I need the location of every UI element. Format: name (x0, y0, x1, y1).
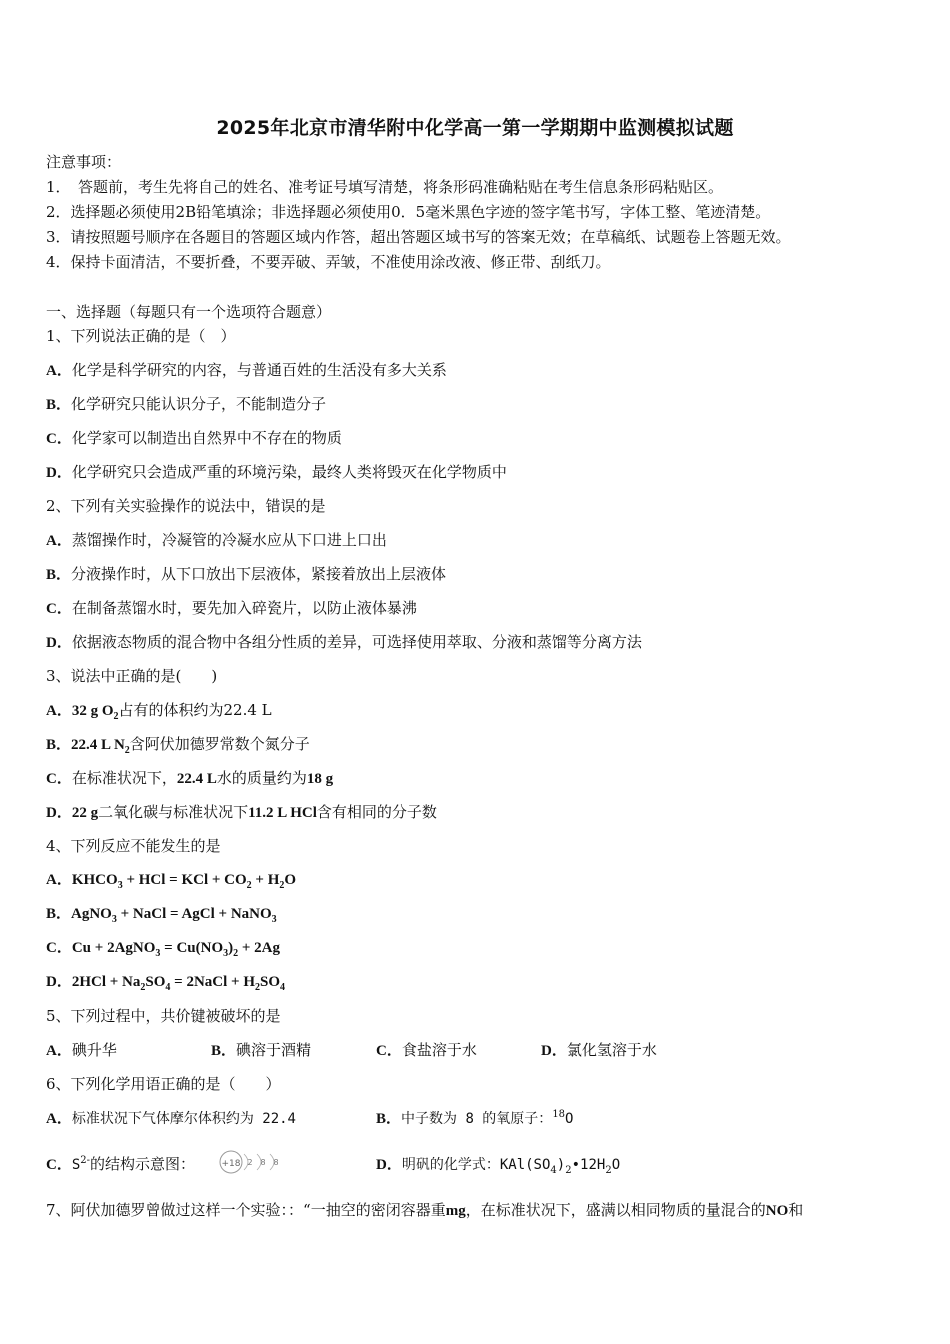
question-2-option-a (46, 530, 387, 551)
subscript: 2 (140, 982, 146, 993)
option-text: 化学家可以制造出自然界中不存在的物质 (71, 429, 342, 447)
section-heading: 一、选择题（每题只有一个选项符合题意） (46, 303, 332, 321)
subscript: 2 (605, 1165, 612, 1176)
formula-part: 11.2 L HCl (248, 805, 317, 821)
option-label: C． (46, 1157, 72, 1173)
option-text: 氯化氢溶于水 (566, 1041, 657, 1059)
question-4-option-c (46, 938, 280, 958)
option-label: A． (46, 872, 72, 888)
question-2-option-c (46, 598, 417, 619)
option-text: 含有相同的分子数 (316, 803, 437, 821)
option-text: 在标准状况下， (71, 769, 177, 787)
formula-part: 2HCl + Na (71, 974, 141, 990)
question-5-option-b (211, 1040, 311, 1061)
question-4-stem: 4、下列反应不能发生的是 (46, 837, 221, 855)
formula-part: 18 g (306, 771, 334, 787)
notice-item-4: 4．保持卡面清洁，不要折叠，不要弄破、弄皱，不准使用涂改液、修正带、刮纸刀。 (46, 253, 611, 271)
option-text: 在制备蒸馏水时，要先加入碎瓷片，以防止液体暴沸 (71, 599, 417, 617)
shell-electrons: 8 (273, 1158, 279, 1167)
question-6-option-c (46, 1154, 195, 1175)
option-label: A． (46, 533, 72, 549)
option-text: 碘升华 (71, 1041, 117, 1059)
formula-part: ) (556, 1157, 566, 1173)
formula-part: ) (228, 940, 234, 956)
atom-structure-diagram (218, 1148, 284, 1176)
option-label: C． (46, 771, 72, 787)
subscript: 2 (246, 880, 252, 891)
formula-part: NO (765, 1203, 789, 1219)
option-label: A． (46, 1111, 72, 1127)
option-text: 水的质量约为 (216, 769, 307, 787)
question-5-stem: 5、下列过程中，共价键被破坏的是 (46, 1007, 281, 1025)
formula-part: Cu + 2AgNO (71, 940, 156, 956)
formula-part: mg (445, 1203, 466, 1219)
question-4-option-d (46, 972, 285, 992)
option-text: 化学研究只会造成严重的环境污染，最终人类将毁灭在化学物质中 (71, 463, 507, 481)
shell-electrons: 2 (247, 1158, 253, 1167)
formula-part: SO (145, 974, 166, 990)
formula-part: SO (260, 974, 281, 990)
option-label: B． (46, 397, 72, 413)
option-text: 标准状况下气体摩尔体积约为 22.4 (71, 1111, 296, 1127)
question-6-option-a (46, 1108, 296, 1129)
subscript: 3 (271, 914, 277, 925)
element-symbol: O (565, 1111, 574, 1127)
nucleus-charge: +18 (221, 1159, 241, 1169)
question-2-stem: 2、下列有关实验操作的说法中，错误的是 (46, 497, 326, 515)
formula-part: = 2NaCl + H (170, 974, 256, 990)
subscript: 4 (165, 982, 171, 993)
question-6-option-d (376, 1154, 620, 1175)
question-3-option-c (46, 768, 333, 789)
subscript: 3 (111, 914, 117, 925)
question-3-option-d (46, 802, 437, 823)
stem-text: 7、阿伏加德罗曾做过这样一个实验：：“一抽空的密闭容器重 (46, 1201, 446, 1219)
question-1-option-b (46, 394, 326, 415)
option-label: C． (46, 431, 72, 447)
formula-part: 明矾的化学式：KAl(SO (401, 1157, 551, 1173)
subscript: 2 (565, 1165, 572, 1176)
option-label: C． (46, 940, 72, 956)
formula-part: 22.4 L N (71, 737, 125, 753)
option-text: 分液操作时，从下口放出下层液体，紧接着放出上层液体 (71, 565, 447, 583)
formula-part: = Cu(NO (160, 940, 224, 956)
formula-part: + NaCl = AgCl + NaNO (116, 906, 272, 922)
option-label: A． (46, 1043, 72, 1059)
option-label: A． (46, 363, 72, 379)
question-2-option-b (46, 564, 446, 585)
option-text: 中子数为 8 的氧原子： (401, 1111, 553, 1127)
question-2-option-d (46, 632, 642, 653)
subscript: 3 (223, 948, 229, 959)
subscript: 2 (279, 880, 285, 891)
option-text: 占有的体积约为22.4 L (118, 701, 272, 719)
notice-item-1: 1． 答题前，考生先将自己的姓名、准考证号填写清楚，将条形码准确粘贴在考生信息条形码粘贴区。 (46, 178, 724, 196)
question-3-stem: 3、说法中正确的是( ) (46, 667, 218, 685)
formula-part: O (611, 1157, 621, 1173)
formula-part: 22.4 L (176, 771, 217, 787)
formula-part: + HCl = KCl + CO (122, 872, 247, 888)
question-5-option-a (46, 1040, 117, 1061)
option-label: A． (46, 703, 72, 719)
option-label: D． (376, 1157, 402, 1173)
question-3-option-a (46, 700, 272, 721)
stem-text: ，在标准状况下，盛满以相同物质的量混合的 (465, 1201, 766, 1219)
question-1-option-a (46, 360, 447, 381)
notice-heading: 注意事项： (46, 153, 122, 171)
mass-number: 18 (552, 1109, 566, 1120)
option-label: B． (211, 1043, 237, 1059)
question-4-option-b (46, 904, 277, 924)
page-title: 2025年北京市清华附中化学高一第一学期期中监测模拟试题 (216, 117, 734, 139)
option-label: D． (46, 635, 72, 651)
option-label: B． (46, 567, 72, 583)
question-1-option-c (46, 428, 342, 449)
formula-part: 32 g O (71, 703, 114, 719)
formula-part: •12H (571, 1157, 606, 1173)
question-6-stem: 6、下列化学用语正确的是（ ） (46, 1075, 281, 1093)
option-label: D． (46, 805, 72, 821)
ion-charge: 2- (80, 1155, 91, 1166)
stem-text: 和 (788, 1201, 804, 1219)
subscript: 3 (155, 948, 161, 959)
option-text: 依据液态物质的混合物中各组分性质的差异，可选择使用萃取、分液和蒸馏等分离方法 (71, 633, 642, 651)
formula-part: + 2Ag (238, 940, 281, 956)
formula-part: 22 g (71, 805, 99, 821)
option-text: 碘溶于酒精 (236, 1041, 312, 1059)
formula-part: + H (251, 872, 280, 888)
formula-part: O (284, 872, 297, 888)
question-1-option-d (46, 462, 507, 483)
subscript: 2 (124, 745, 130, 756)
option-label: C． (376, 1043, 402, 1059)
question-3-option-b (46, 734, 310, 755)
option-text: 化学研究只能认识分子，不能制造分子 (71, 395, 327, 413)
option-label: D． (46, 974, 72, 990)
option-label: B． (46, 737, 72, 753)
subscript: 2 (255, 982, 261, 993)
notice-item-2: 2．选择题必须使用2B铅笔填涂；非选择题必须使用0．5毫米黑色字迹的签字笔书写，字体工整、笔迹清楚。 (46, 203, 771, 221)
question-1-stem: 1、下列说法正确的是（ ） (46, 327, 236, 345)
option-text: 的结构示意图： (90, 1155, 196, 1173)
notice-item-3: 3．请按照题号顺序在各题目的答题区域内作答，超出答题区域书写的答案无效；在草稿纸、试题卷上答题无效。 (46, 228, 791, 246)
subscript: 4 (280, 982, 286, 993)
option-label: D． (541, 1043, 567, 1059)
option-text: 化学是科学研究的内容，与普通百姓的生活没有多大关系 (71, 361, 447, 379)
formula-part: AgNO (71, 906, 112, 922)
subscript: 2 (233, 948, 239, 959)
subscript: 4 (550, 1165, 557, 1176)
ion-symbol: S (71, 1157, 81, 1173)
option-text: 含阿伏加德罗常数个氮分子 (129, 735, 310, 753)
question-6-option-b (376, 1108, 573, 1129)
shell-electrons: 8 (260, 1158, 266, 1167)
option-label: D． (46, 465, 72, 481)
question-5-option-c (376, 1040, 477, 1061)
option-label: C． (46, 601, 72, 617)
option-label: B． (376, 1111, 402, 1127)
option-text: 食盐溶于水 (401, 1041, 477, 1059)
option-text: 蒸馏操作时，冷凝管的冷凝水应从下口进上口出 (71, 531, 387, 549)
subscript: 3 (117, 880, 123, 891)
option-label: B． (46, 906, 72, 922)
question-4-option-a (46, 870, 296, 890)
question-5-option-d (541, 1040, 657, 1061)
subscript: 2 (113, 711, 119, 722)
formula-part: KHCO (71, 872, 118, 888)
question-7-stem (46, 1200, 803, 1221)
option-text: 二氧化碳与标准状况下 (98, 803, 249, 821)
